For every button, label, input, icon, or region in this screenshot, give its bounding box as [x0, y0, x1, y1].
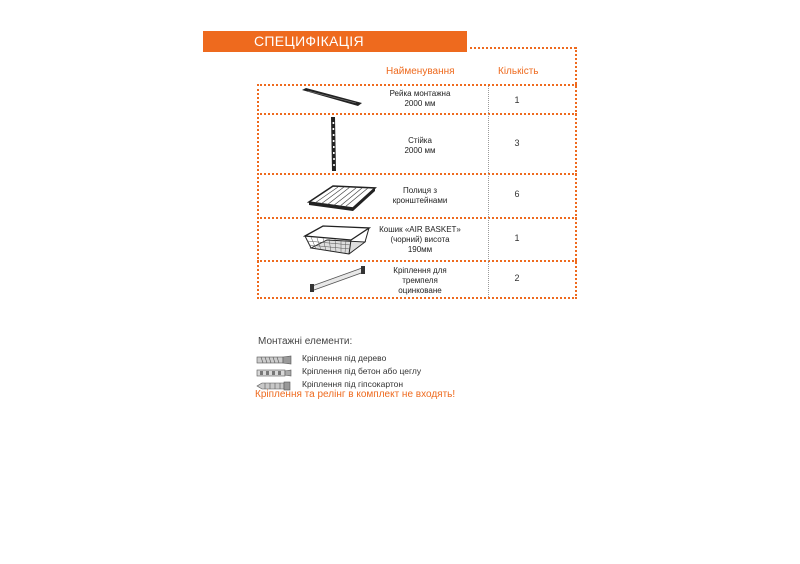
row-divider [257, 173, 577, 175]
wood-screw-icon [256, 352, 292, 362]
name-line: Полиця з [403, 186, 437, 195]
table-row-name [365, 225, 475, 255]
name-line: Стійка [408, 136, 432, 145]
section-title: СПЕЦИФІКАЦІЯ [254, 33, 364, 49]
hanger-bar-icon [308, 264, 368, 294]
table-row-name [365, 266, 475, 296]
drywall-anchor-icon [256, 378, 292, 388]
mounting-item-label: Кріплення під дерево [302, 353, 387, 363]
header-name: Найменування [386, 66, 455, 77]
frame-left-line [257, 84, 259, 299]
name-line: 190мм [407, 245, 433, 254]
frame-top-line [470, 47, 576, 49]
table-row-qty: 1 [514, 233, 520, 243]
table-row-name [365, 89, 475, 109]
mounting-item-label: Кріплення під бетон або цеглу [302, 366, 422, 376]
name-line: тремпеля [402, 276, 438, 285]
table-row-name [365, 186, 475, 206]
table-row-qty: 1 [514, 95, 520, 105]
header-quantity: Кількість [498, 66, 539, 77]
name-line: Рейка монтажна [389, 89, 451, 98]
mounting-item-label: Кріплення під гіпсокартон [302, 379, 404, 389]
table-row-qty: 2 [514, 273, 520, 283]
table-row-qty: 3 [514, 138, 520, 148]
table-bottom-line [257, 297, 577, 299]
row-divider [257, 260, 577, 262]
basket-icon [303, 222, 371, 258]
row-divider [257, 113, 577, 115]
upright-icon [326, 116, 340, 172]
name-line: 2000 мм [404, 146, 436, 155]
name-line: Кошик «AIR BASKET» [379, 225, 461, 234]
name-line: кронштейнами [392, 196, 448, 205]
table-row-qty: 6 [514, 189, 520, 199]
rail-icon [300, 86, 364, 112]
table-row-name [365, 136, 475, 156]
mounting-warning: Кріплення та релінг в комплект не входять! [255, 389, 456, 400]
column-divider [488, 86, 489, 297]
row-divider [257, 217, 577, 219]
name-line: (чорний) висота [390, 235, 450, 244]
concrete-anchor-icon [256, 365, 292, 375]
name-line: оцинковане [398, 286, 442, 295]
mounting-title: Монтажні елементи: [258, 336, 353, 347]
name-line: Кріплення для [393, 266, 447, 275]
name-line: 2000 мм [404, 99, 436, 108]
